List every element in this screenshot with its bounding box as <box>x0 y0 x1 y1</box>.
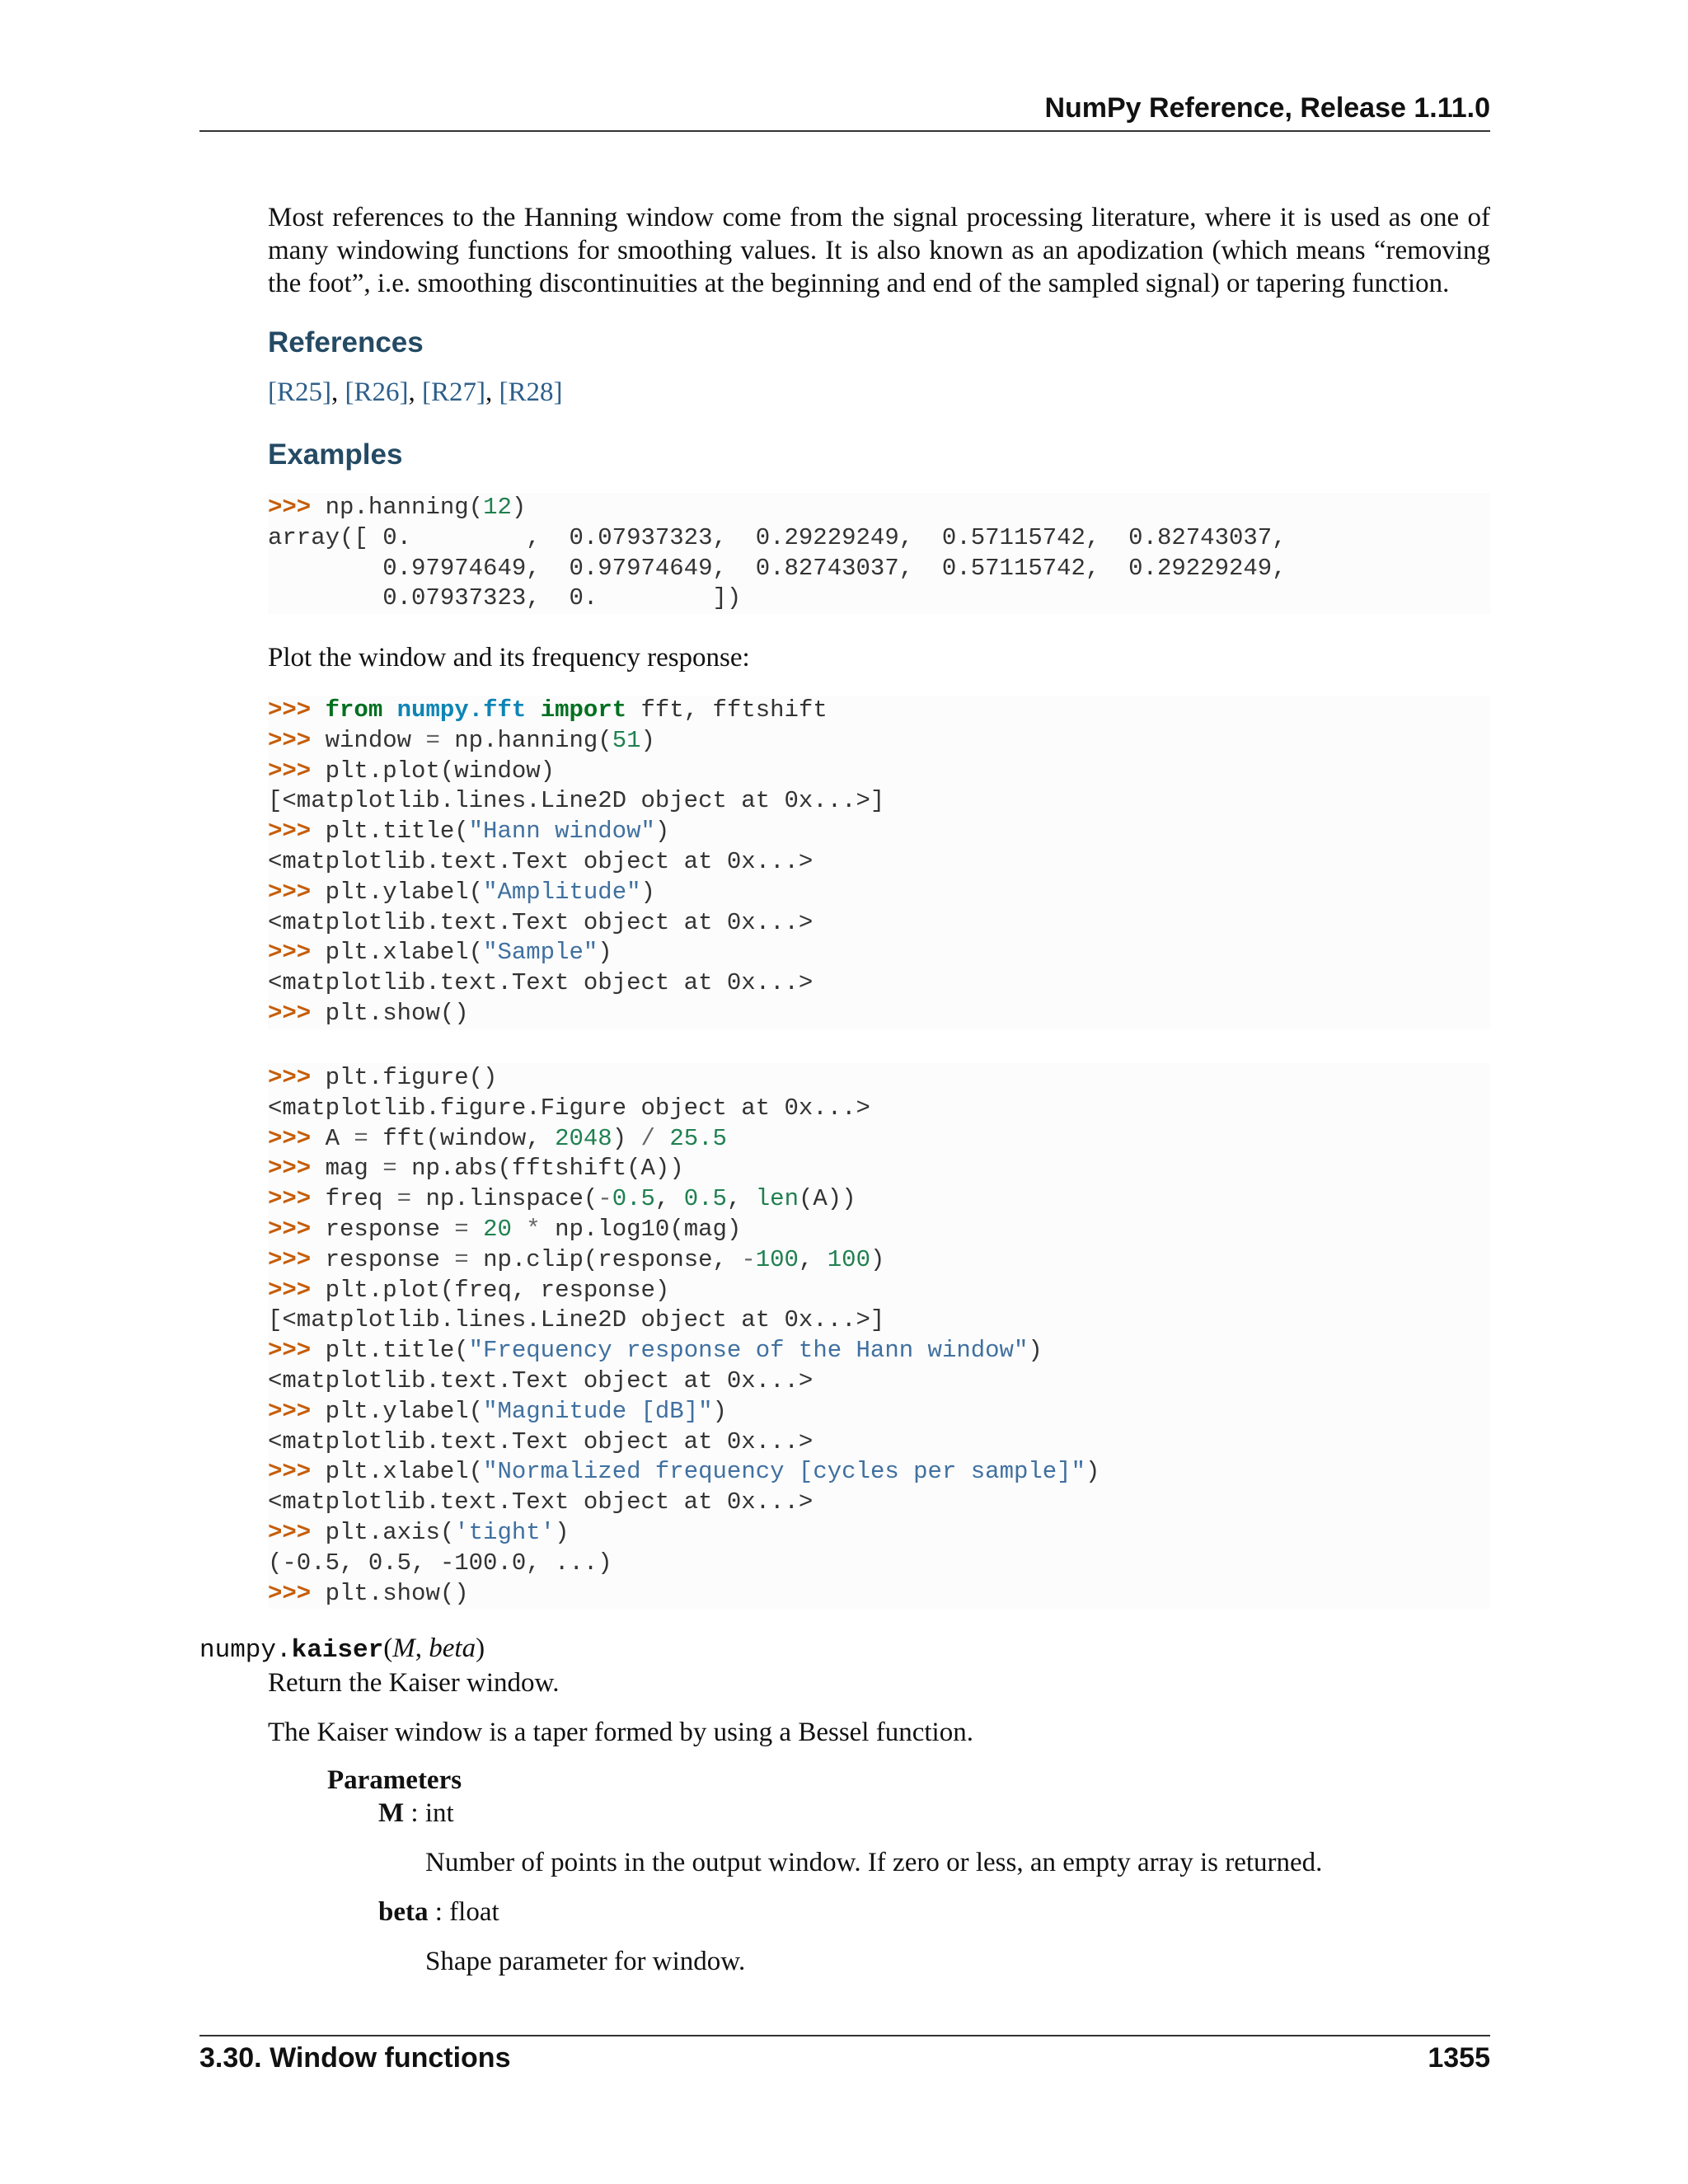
code-line: >>> plt.title("Frequency response of the Hann window") <box>268 1337 1043 1365</box>
code-line: >>> plt.xlabel("Sample") <box>268 939 612 967</box>
reference-link[interactable]: [R28] <box>499 377 563 407</box>
code-line: >>> plt.plot(window) <box>268 757 556 785</box>
parameters-label: Parameters <box>327 1765 462 1795</box>
code-line: >>> A = fft(window, 2048) / 25.5 <box>268 1124 727 1152</box>
code-line: <matplotlib.text.Text object at 0x...> <box>268 1488 814 1516</box>
code-line: >>> plt.xlabel("Normalized frequency [cycles per sample]") <box>268 1458 1100 1486</box>
footer-page-number: 1355 <box>1428 2042 1490 2074</box>
function-description: The Kaiser window is a taper formed by using a Bessel function. <box>268 1718 973 1747</box>
code-line: >>> from numpy.fft import fft, fftshift <box>268 696 828 724</box>
examples-heading: Examples <box>268 438 403 471</box>
code-line: <matplotlib.text.Text object at 0x...> <box>268 1427 814 1455</box>
code-line: <matplotlib.text.Text object at 0x...> <box>268 1366 814 1394</box>
reference-link[interactable]: [R25] <box>268 377 331 407</box>
code-line: >>> plt.ylabel("Amplitude") <box>268 878 655 906</box>
function-summary: Return the Kaiser window. <box>268 1668 560 1698</box>
function-name: kaiser <box>291 1636 384 1665</box>
code-line: >>> plt.show() <box>268 999 469 1027</box>
arg-M: M <box>392 1633 415 1663</box>
code-line: >>> response = np.clip(response, -100, 100) <box>268 1245 885 1273</box>
param-M-description: Number of points in the output window. If zero or less, an empty array is returned. <box>425 1848 1323 1877</box>
footer-section: 3.30. Window functions <box>199 2042 511 2074</box>
code-line: >>> plt.show() <box>268 1579 469 1607</box>
plot-paragraph: Plot the window and its frequency response: <box>268 643 750 673</box>
code-line: >>> freq = np.linspace(-0.5, 0.5, len(A)) <box>268 1185 856 1213</box>
code-line: [<matplotlib.lines.Line2D object at 0x...>] <box>268 787 885 815</box>
code-line: >>> np.hanning(12) <box>268 494 527 521</box>
code-line: 0.07937323, 0. ]) <box>268 584 742 612</box>
references-heading: References <box>268 326 424 359</box>
code-line: >>> mag = np.abs(fftshift(A)) <box>268 1155 684 1183</box>
arg-beta: beta <box>429 1633 476 1663</box>
code-line: >>> plt.plot(freq, response) <box>268 1276 670 1304</box>
function-module: numpy. <box>199 1636 292 1665</box>
header-rule <box>199 130 1490 132</box>
footer-rule <box>199 2035 1490 2036</box>
function-signature: numpy.kaiser(M, beta) <box>199 1633 485 1665</box>
running-footer <box>199 2042 1490 2074</box>
param-M: M : int <box>378 1798 454 1828</box>
code-line: (-0.5, 0.5, -100.0, ...) <box>268 1549 612 1577</box>
intro-paragraph: Most references to the Hanning window come from the signal processing literature, where it is used as one of many windowing functions for smoothing values. It is also known as an apodization (which means “removing the foot”, i.e. smoothing discontinuities at the beginning and end of the sampled signal) or tapering function. <box>268 203 1490 298</box>
code-line: <matplotlib.text.Text object at 0x...> <box>268 969 814 997</box>
references-list: [R25], [R26], [R27], [R28] <box>268 377 563 407</box>
code-line: >>> response = 20 * np.log10(mag) <box>268 1215 742 1243</box>
code-line: <matplotlib.text.Text object at 0x...> <box>268 847 814 875</box>
code-block-plot-window <box>268 696 1490 1029</box>
running-header: NumPy Reference, Release 1.11.0 <box>1044 92 1490 124</box>
code-line: <matplotlib.text.Text object at 0x...> <box>268 908 814 936</box>
param-beta: beta : float <box>378 1897 499 1927</box>
code-line: [<matplotlib.lines.Line2D object at 0x...>] <box>268 1306 885 1334</box>
code-block-plot-response <box>268 1063 1490 1609</box>
reference-link[interactable]: [R27] <box>422 377 485 407</box>
param-beta-description: Shape parameter for window. <box>425 1947 746 1976</box>
code-line: >>> window = np.hanning(51) <box>268 726 655 754</box>
code-line: <matplotlib.figure.Figure object at 0x...> <box>268 1094 870 1122</box>
code-line: >>> plt.axis('tight') <box>268 1518 570 1546</box>
code-line: >>> plt.ylabel("Magnitude [dB]") <box>268 1397 727 1425</box>
reference-link[interactable]: [R26] <box>345 377 409 407</box>
code-line: array([ 0. , 0.07937323, 0.29229249, 0.57115742, 0.82743037, <box>268 523 1287 551</box>
code-block-hanning <box>268 493 1490 614</box>
code-line: >>> plt.figure() <box>268 1064 498 1091</box>
code-line: 0.97974649, 0.97974649, 0.82743037, 0.57115742, 0.29229249, <box>268 554 1287 582</box>
code-line: >>> plt.title("Hann window") <box>268 818 670 846</box>
